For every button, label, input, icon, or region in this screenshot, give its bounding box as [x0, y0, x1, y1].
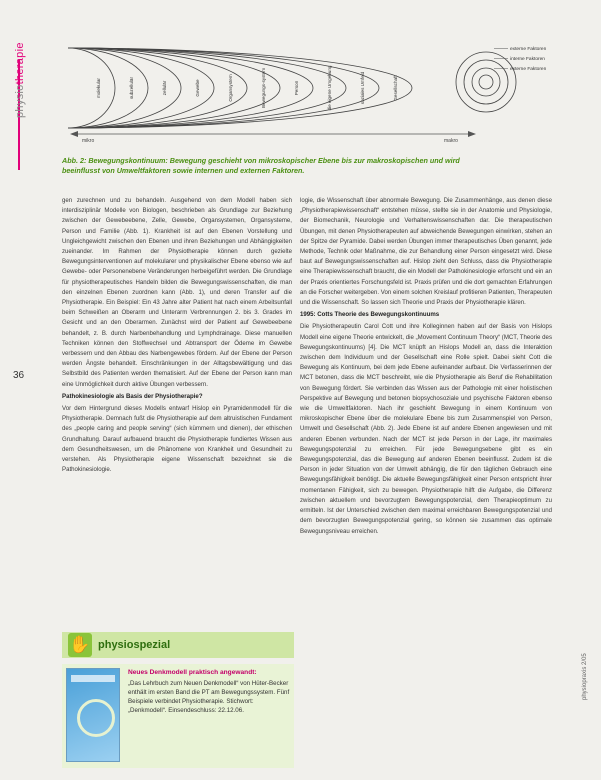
arrow-left-icon — [70, 131, 78, 137]
continuum-level-label: Person — [294, 80, 299, 96]
continuum-level-label: molekular — [96, 78, 101, 98]
continuum-arc — [68, 48, 346, 128]
section-label-prefix: physio — [14, 84, 26, 118]
factor-circle — [472, 68, 500, 96]
continuum-arc — [68, 48, 148, 128]
section-heading: 1995: Cotts Theorie des Bewegungskontinuums — [300, 311, 440, 319]
continuum-level-label: subzellulär — [129, 77, 134, 99]
continuum-level-label: Gesellschaft — [393, 75, 398, 101]
factor-circle — [479, 75, 493, 89]
physiospezial-header — [62, 632, 294, 658]
legend-label: externe Faktoren — [510, 47, 547, 52]
physiospezial-subtitle: Neues Denkmodell praktisch angewandt: — [128, 669, 257, 676]
paragraph: gen zurechnen und zu behandeln. Ausgehend von dem Modell haben sich interdisziplinär Modelle von Biologen, beschrieben als Grundlage zur Beziehung zwischen der Gewebeebene, Zelle, Gewebe, Organsystemen, Organsysteme, Person und Familie (Abb. 1). Krankheit ist auf den Ebenen Vorstellung und Ungleichgewicht zwischen den Ebenen und ihren Beziehungen und Abhängigkeiten zueinander. Im Rahmen der Physiotherapie können durch gezielte Bewegungsinterventionen auf molekularer und physikalischer Ebene ebenso wie auf Gewebe- oder Personenebene Veränderungen herbeigeführt werden. Die Grundlage für physiotherapeutisches Handeln bilden die Bewegungswissenschaften, die man den einzelnen Ebenen zuordnen kann (Abb. 1), und deren Transfer auf die Physiotherapie. Ein Beispiel: Ein 43 Jahre alter Patient hat nach einem Arbeitsunfall beim Schweißen an Oberarm und Unterarm Verbrennungen 2. bis 3. Grades im Gesicht und an den Oberarmen. Zunächst wird der Patient auf Gewebeebene behandelt, z. B. durch Narbenbehandlung und Lymphdrainage. Diese manuellen Techniken können den Stoffwechsel und Abtransport der Ödeme im Gewebe verbessern und den Abbau des Narbengewebes fördern. Auf der Ebene der Person werden Ängste behandelt. Einschränkungen in der Alltagsbewältigung und das Selbstbild des Patienten werden thematisiert. Auf der Ebene der Person kann man eine Unmöglichkeit durch aktive Übungen verbessern. — [62, 197, 292, 388]
physiospezial-title: physiospezial — [98, 639, 171, 651]
section-heading: Pathokinesiologie als Basis der Physiotherapie? — [62, 392, 203, 400]
figure-caption: Abb. 2: Bewegungskontinuum: Bewegung geschieht von mikroskopischer Ebene bis zur makroskopischen und wird beeinflusst von Umweltfaktoren sowie internen und externen Faktoren. — [62, 156, 460, 175]
page-number: 36 — [13, 370, 25, 381]
continuum-level-label: Bewegungs-system — [261, 67, 266, 109]
legend-label: externe Faktoren — [510, 67, 547, 72]
continuum-level-label: zellulär — [162, 80, 167, 96]
factor-circle — [464, 60, 508, 104]
continuum-level-label: die eigene Umgebung — [327, 65, 332, 111]
arrow-left-label: mikro — [82, 138, 95, 144]
continuum-arc — [68, 48, 313, 128]
factor-circle — [456, 52, 516, 112]
continuum-level-label: Organsystem — [228, 74, 233, 102]
movement-continuum-diagram — [48, 38, 560, 148]
text-column-left — [62, 196, 292, 626]
hand-icon: ✋ — [68, 633, 92, 657]
continuum-arc — [68, 48, 115, 128]
paragraph: logie, die Wissenschaft über abnormale Bewegung. Die Zusammenhänge, aus denen diese „Physiotherapiewissenschaft“ entstehen müsse, stellte sie in der Anatomie und Physiologie, der Biomechanik, Neurologie und Verhaltenswissenschaften dar. Die therapeutischen Übungen, mit denen Physiotherapeuten auf abweichende Bewegungen einwirken, stehen an der Spitze der Pyramide. Dabei werden Übungen immer therapeutisches Üben genannt, jede Methode, Technik oder Maßnahme, die zur Behandlung einer Person eingesetzt wird. Diese baut auf Bewegungswissenschaften auf. Hislop zieht den Schluss, dass die Physiotherapie eine Therapiewissenschaft braucht, die ein Modell der Pathokinesiologie erforscht und ein an der Praxis orientiertes Forschungsfeld ist. Praxis prüfen und die dort gemachten Erfahrungen an die Forscher weitergeben. Von einem solchen Kreislauf profitieren Patienten, Therapeuten und die Wissenschaft. So lassen sich Theorie und Praxis der Physiotherapie klären. — [300, 197, 552, 307]
arrow-right-label: makro — [444, 138, 458, 144]
section-label-accent: therapie — [14, 42, 26, 85]
paragraph: Vor dem Hintergrund dieses Modells entwarf Hislop ein Pyramidenmodell für die Physiotherapie. Demnach fußt die Physiotherapie auf dem altruistischen Fundament des „people caring and people serving“ (sich kümmern und dienen), der ethischen Grundhaltung. Darauf aufbauend braucht die Physiotherapie fundiertes Wissen aus dem Gesundheitswesen, um die Phänomene von Krankheit und Gesundheit zu verstehen. Als Physiotherapie eigene Wissenschaft bezeichnet sie die Pathokinesiologie. — [62, 405, 292, 474]
book-cover-image — [66, 668, 120, 762]
continuum-level-label: Gewebe — [195, 79, 200, 97]
continuum-svg — [48, 38, 560, 148]
paragraph: Die Physiotherapeutin Carol Cott und ihre Kolleginnen haben auf der Basis von Hislops Modell eine eigene Theorie entwickelt, die „Movement Continuum Theory“ (MCT, Theorie des Bewegungskontinuums) [4]. Die MCT knüpft an Hislops Modell an, dass die Interaktion zwischen dem Individuum und der Gesellschaft eine Rolle spielt. Dabei sieht Cott die Bewegung als Kontinuum, bei dem jede Ebene aufeinander aufbaut. Die Verfasserinnen der MCT betonen, dass die MCT beschreibt, wie die Physiotherapie als Beruf die Rehabilitation von Bewegung fördert. Sie verbinden das Wissen aus der Pathologie mit einer holistischen Perspektive auf Bewegung und betonen biopsychosoziale und psychische Faktoren ebenso wie die Umweltfaktoren. Nach ihr geschieht Bewegung in einem Kontinuum von mikroskopischer Ebene über die molekulare Ebene bis zum Zusammenspiel von Person, Umwelt und Gesellschaft (Abb. 2). Jede Ebene ist auf andere Ebenen angewiesen und mit anderen Ebenen verbunden. Nach der MCT ist jede Person in der Lage, ihr maximales Bewegungspotenzial zu erreichen. Für jede Bewegungsebene gibt es ein Bewegungspotenzial, das die Bewegung auf anderen Ebenen beeinflusst. Zudem ist die Person in jeder Situation von der Umwelt abhängig, die für den täglichen Gebrauch eine Bewegungsfähigkeit benötigt. Die aktuelle Bewegungsfähigkeit einer Person entspricht ihrer momentanen Fähigkeit, sich zu bewegen. Physiotherapie hilft die Aufgabe, die Differenz zwischen aktuellem und bevorzugtem Bewegungspotenzial, dem Therapieoptimum zu ermitteln. Ist der Unterschied zwischen dem maximal erreichbaren Bewegungspotenzial und dem bevorzugten Bewegungspotenzial gering, so können sie zusammen das optimale Bewegungsniveau erreichen. — [300, 323, 552, 535]
physiospezial-body: „Das Lehrbuch zum Neuen Denkmodell“ von Hüter-Becker enthält im ersten Band die PT am Bewegungssystem. Fünf Beispiele verbindet Physiotherapie. Stichwort: „Denkmodell“. Einsendeschluss: 22.12.06. — [128, 680, 290, 714]
physiospezial-content — [62, 664, 294, 768]
continuum-arc — [68, 48, 214, 128]
legend-label: interne Faktoren — [510, 57, 545, 62]
section-label — [14, 42, 26, 118]
book-cover-band — [71, 675, 115, 682]
physiospezial-box — [62, 632, 294, 774]
text-column-right — [300, 196, 552, 766]
arrow-right-icon — [468, 131, 476, 137]
vertical-footer: physiopraxis 2/05 — [582, 653, 588, 700]
book-cover-ring — [77, 699, 115, 737]
continuum-level-label: soziales Umfeld — [360, 71, 365, 105]
physiospezial-text — [128, 668, 290, 762]
